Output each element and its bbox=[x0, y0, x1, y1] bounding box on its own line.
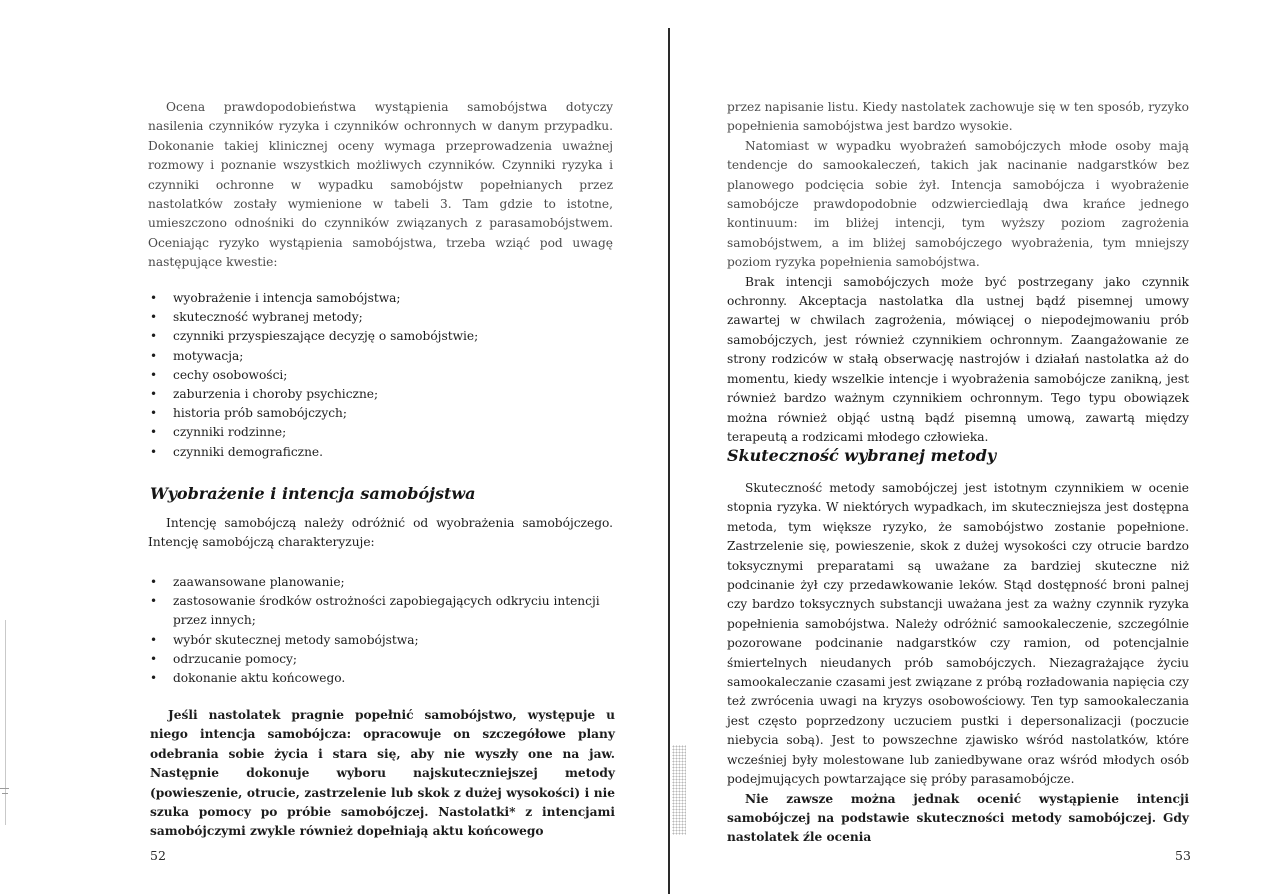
section-intro-paragraph: Intencję samobójczą należy odróżnić od wyobrażenia samobójczego. Intencję samobójczą charakteryzuje: bbox=[148, 516, 613, 550]
page-number-left: 52 bbox=[150, 848, 166, 863]
page-number-right: 53 bbox=[1175, 848, 1191, 863]
list-item: • historia prób samobójczych; bbox=[148, 404, 613, 423]
list-item: • czynniki demograficzne. bbox=[148, 443, 613, 462]
section-heading-intent: Wyobrażenie i intencja samobójstwa bbox=[150, 484, 476, 503]
list-item: • motywacja; bbox=[148, 347, 613, 366]
list-item: • czynniki przyspieszające decyzję o samobójstwie; bbox=[148, 327, 613, 346]
section-heading-method: Skuteczność wybranej metody bbox=[727, 446, 997, 465]
list-item: • dokonanie aktu końcowego. bbox=[148, 669, 613, 688]
intent-characteristics-list bbox=[148, 573, 613, 688]
paragraph-imaginings: Natomiast w wypadku wyobrażeń samobójczych młode osoby mają tendencje do samookaleczeń, takich jak nacinanie nadgarstków bez planowego podcięcia sobie żył. Intencja samobójcza i wyobrażenie samobójcze prawdopodobnie odzwierciedlają dwa krańce jednego kontinuum: im bliżej intencji, tym wyższy poziom zagrożenia samobójstwem, a im bliżej samobójczego wyobrażenia, tym mniejszy poziom ryzyka popełnienia samobójstwa. bbox=[727, 138, 1189, 270]
list-item: • skuteczność wybranej metody; bbox=[148, 308, 613, 327]
book-spine bbox=[668, 28, 670, 894]
intro-text-block bbox=[148, 98, 613, 273]
list-item: • wybór skutecznej metody samobójstwa; bbox=[148, 631, 613, 650]
list-item: • wyobrażenie i intencja samobójstwa; bbox=[148, 289, 613, 308]
paragraph-method: Skuteczność metody samobójczej jest istotnym czynnikiem w ocenie stopnia ryzyka. W niektórych wypadkach, im skuteczniejsza jest dostępna metoda, tym większe ryzyko, że samobójstwo zostanie popełnione. Zastrzelenie się, powieszenie, skok z dużej wysokości czy otrucie bardzo toksycznymi preparatami są uważane za bardziej skuteczne niż podcinanie żył czy przedawkowanie leków. Stąd dostępność broni palnej czy bardzo toksycznych substancji uważana jest za ważny czynnik ryzyka popełnienia samobójstwa. Należy odróżnić samookaleczenie, szczególnie pozorowane podcinanie nadgarstków czy ramion, od potencjalnie śmiertelnych nieudanych prób samobójczych. Niezagrażające życiu samookaleczanie czasami jest związane z próbą rozładowania napięcia czy też zwrócenia uwagi na kryzys osobowościowy. Ten typ samookaleczania jest często poprzedzony uczuciem pustki i depersonalizacji (poczucie niebycia sobą). Jest to powszechne zjawisko wśród nastolatków, które wcześniej były molestowane lub zaniedbywane oraz wśród młodych osób podejmujących powtarzające się próby parasamobójcze. bbox=[727, 481, 1189, 787]
list-item: • odrzucanie pomocy; bbox=[148, 650, 613, 669]
list-item: • zastosowanie środków ostrożności zapobiegających odkryciu intencji przez innych; bbox=[148, 592, 613, 630]
list-item: • cechy osobowości; bbox=[148, 366, 613, 385]
closing-text-block bbox=[150, 706, 615, 842]
closing-paragraph: Jeśli nastolatek pragnie popełnić samobójstwo, występuje u niego intencja samobójcza: opracowuje on szczegółowe plany odebrania sobie życia i stara się, aby nie wyszły one na jaw. Następnie dokonuje wyboru najskuteczniejszej metody (powieszenie, otrucie, zastrzelenie lub skok z dużej wysokości) i nie szuka pomocy po próbie samobójczej. Nastolatki* z intencjami samobójczymi zwykle również dopełniają aktu końcowego bbox=[150, 708, 615, 839]
section-intro-block bbox=[148, 514, 613, 553]
right-page bbox=[672, 0, 1262, 894]
right-top-text-block bbox=[727, 98, 1189, 447]
list-item: • zaawansowane planowanie; bbox=[148, 573, 613, 592]
list-item: • czynniki rodzinne; bbox=[148, 423, 613, 442]
assessment-factors-list bbox=[148, 289, 613, 462]
list-item: • zaburzenia i choroby psychiczne; bbox=[148, 385, 613, 404]
right-bottom-text-block bbox=[727, 479, 1189, 848]
paragraph-closing: Nie zawsze można jednak ocenić wystąpienie intencji samobójczej na podstawie skuteczności metody samobójczej. Gdy nastolatek źle ocenia bbox=[727, 791, 1189, 845]
continuation-paragraph: przez napisanie listu. Kiedy nastolatek zachowuje się w ten sposób, ryzyko popełnienia samobójstwa jest bardzo wysokie. bbox=[727, 100, 1189, 134]
intro-paragraph: Ocena prawdopodobieństwa wystąpienia samobójstwa dotyczy nasilenia czynników ryzyka i czynników ochronnych w danym przypadku. Dokonanie takiej klinicznej oceny wymaga przeprowadzenia uważnej rozmowy i poznanie wszystkich możliwych czynników. Czynniki ryzyka i czynniki ochronne w wypadku samobójstw popełnianych przez nastolatków zostały wymienione w tabeli 3. Tam gdzie to istotne, umieszczono odnośniki do czynników związanych z parasamobójstwem. Oceniając ryzyko wystąpienia samobójstwa, trzeba wziąć pod uwagę następujące kwestie: bbox=[148, 100, 613, 270]
paragraph-protective: Brak intencji samobójczych może być postrzegany jako czynnik ochronny. Akceptacja nastolatka dla ustnej bądź pisemnej umowy zawartej w chwilach zagrożenia, mówiącej o niepodejmowaniu prób samobójczych, jest również czynnikiem ochronnym. Zaangażowanie ze strony rodziców w stałą obserwację nastrojów i działań nastolatka aż do momentu, kiedy wszelkie intencje i wyobrażenia samobójcze zanikną, jest również bardzo ważnym czynnikiem ochronnym. Tego typu obowiązek można również objąć ustną bądź pisemną umową, zawartą między terapeutą a rodzicami młodego człowieka. bbox=[727, 274, 1189, 444]
